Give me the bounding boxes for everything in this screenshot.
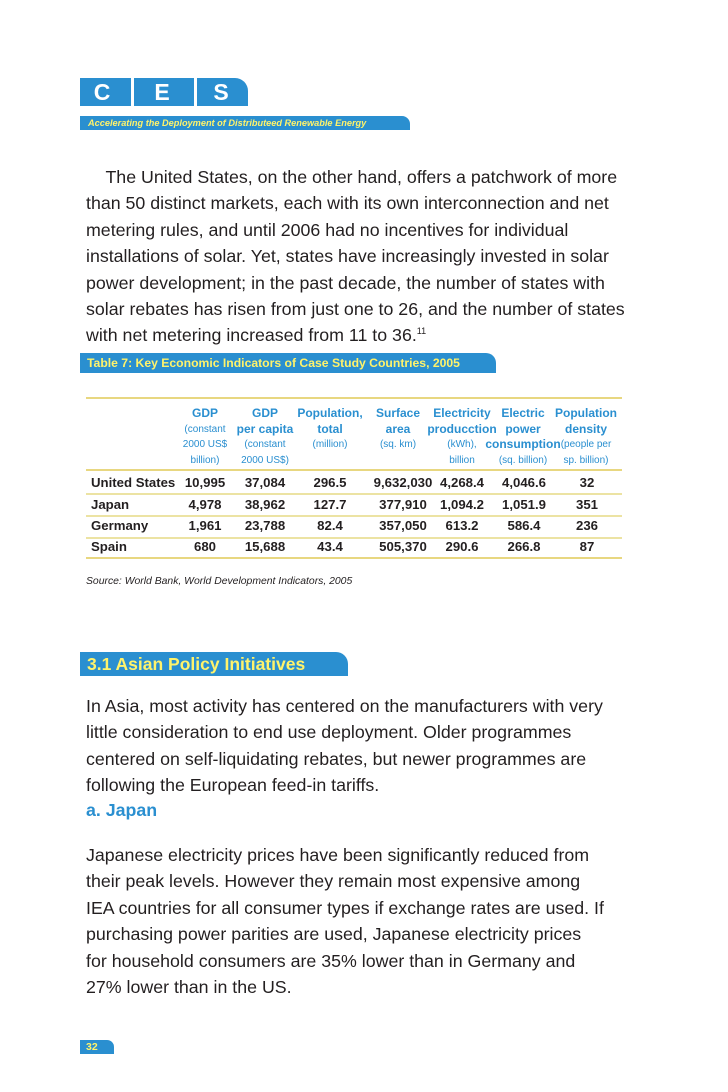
- logo-letter-e: E: [154, 79, 170, 105]
- table-cell: 586.4: [507, 518, 541, 533]
- text-line: purchasing power parities are used, Japanese electricity prices: [86, 924, 582, 945]
- column-header-line: (constant: [184, 423, 226, 435]
- column-header-line: GDP: [251, 406, 279, 420]
- section-heading: 3.1 Asian Policy Initiatives: [87, 654, 306, 674]
- table-row-label-germany: Germany: [91, 518, 149, 533]
- table-cell: 357,050: [379, 518, 427, 533]
- table-row-rule: [86, 537, 622, 539]
- column-header-line: (constant: [244, 439, 286, 450]
- table-cell: 32: [579, 475, 595, 490]
- table-cell: 1,051.9: [502, 497, 546, 512]
- footnote-ref: 11: [416, 326, 427, 337]
- table-cell: 680: [193, 539, 217, 554]
- column-header-line: GDP: [191, 406, 219, 420]
- text-line: solar rebates has risen from just one to 26, and the number of states: [86, 299, 625, 320]
- page-number: 32: [86, 1041, 98, 1053]
- table-cell: 10,995: [184, 475, 226, 490]
- table-cell: 4,268.4: [440, 475, 484, 490]
- column-header-line: density: [564, 421, 607, 436]
- column-header-line: (sq. billion): [498, 454, 548, 466]
- table-row-rule: [86, 515, 622, 517]
- table-row-rule: [86, 493, 622, 495]
- table-cell: 82.4: [317, 518, 343, 533]
- table-cell: 1,961: [188, 518, 222, 533]
- logo-letter-s: S: [213, 79, 229, 105]
- text-line: power development; in the past decade, the number of states with: [86, 272, 605, 293]
- text-line: for household consumers are 35% lower than in Germany and: [86, 950, 576, 971]
- table-cell: 505,370: [379, 539, 427, 554]
- table-cell: 351: [575, 497, 599, 512]
- table-cell: 1,094.2: [440, 497, 484, 512]
- column-header-population-density: [555, 406, 617, 468]
- column-header-line: Electricity: [433, 406, 491, 420]
- text-line: In Asia, most activity has centered on the manufacturers with very: [86, 696, 603, 716]
- intro-paragraph: [86, 164, 626, 349]
- table-cell: 9,632,030: [373, 475, 433, 490]
- table-cell: 4,046.6: [502, 475, 546, 490]
- text-line: their peak levels. However they remain most expensive among: [86, 871, 581, 892]
- text-line: installations of solar. Yet, states have increasingly invested in solar: [86, 246, 609, 267]
- table-header-rule: [86, 469, 622, 471]
- column-header-surface-area: [376, 406, 420, 453]
- table-cell: 613.2: [445, 518, 479, 533]
- column-header-line: total: [317, 421, 343, 436]
- table-row-label-spain: Spain: [91, 539, 127, 554]
- text-line: Japanese electricity prices have been significantly reduced from: [86, 845, 590, 865]
- logo-divider: [194, 78, 197, 106]
- table-top-rule: [86, 397, 622, 399]
- table-cell: 15,688: [244, 539, 286, 554]
- table-cell: 377,910: [379, 497, 427, 512]
- table-cell: 87: [579, 539, 595, 554]
- column-header-line: power: [505, 421, 541, 436]
- text-line: IEA countries for all consumer types if exchange rates are used. If: [86, 897, 604, 918]
- column-header-line: billion): [190, 454, 220, 466]
- table-row-label-japan: Japan: [91, 497, 130, 512]
- table-cell: 43.4: [317, 539, 343, 554]
- column-header-line: producction: [427, 421, 497, 436]
- column-header-gdp-per-capita: [237, 406, 294, 468]
- column-header-line: Surface: [375, 406, 421, 420]
- column-header-line: (million): [312, 439, 348, 450]
- text-line: little consideration to end use deployment. Older programmes: [86, 722, 572, 743]
- column-header-line: 2000 US$): [241, 454, 289, 466]
- table-cell: 37,084: [244, 475, 286, 490]
- header-tagline: Accelerating the Deployment of Distributeed Renewable Energy: [88, 118, 367, 128]
- text-line: [86, 322, 626, 348]
- logo-divider: [131, 78, 134, 106]
- logo-letter-c: C: [93, 79, 111, 105]
- section-paragraph: [86, 693, 626, 799]
- column-header-power-consumption: [485, 406, 560, 468]
- table-row-label-united-states: United States: [91, 475, 176, 490]
- table-cell: 236: [575, 518, 599, 533]
- column-header-line: (people per: [560, 439, 612, 450]
- table-cell: 38,962: [244, 497, 286, 512]
- text-line: The United States, on the other hand, offers a patchwork of more: [86, 167, 618, 187]
- text-line-content: with net metering increased from 11 to 36.: [86, 325, 417, 346]
- text-line: centered on self-liquidating rebates, but newer programmes are: [86, 748, 587, 769]
- text-line: than 50 distinct markets, each with its own interconnection and net: [86, 193, 609, 214]
- table-cell: 127.7: [313, 497, 347, 512]
- column-header-line: (sq. km): [379, 439, 417, 450]
- subsection-paragraph: [86, 842, 626, 1000]
- column-header-line: (kWh),: [447, 439, 477, 450]
- column-header-population: [297, 406, 362, 453]
- text-line: 27% lower than in the US.: [86, 977, 292, 998]
- table-cell: 23,788: [244, 518, 286, 533]
- text-line: metering rules, and until 2006 had no incentives for individual: [86, 219, 569, 240]
- text-line: following the European feed-in tariffs.: [86, 775, 380, 796]
- column-header-line: consumption: [485, 437, 561, 451]
- column-header-line: Population,: [297, 406, 363, 420]
- table-caption: Table 7: Key Economic Indicators of Case Study Countries, 2005: [87, 356, 460, 370]
- table-cell: 4,978: [188, 497, 222, 512]
- subsection-heading: a. Japan: [86, 800, 158, 820]
- ces-logo-bar: [80, 78, 248, 106]
- table-bottom-rule: [86, 557, 622, 559]
- table-cell: 296.5: [313, 475, 347, 490]
- column-header-line: 2000 US$: [182, 439, 228, 450]
- column-header-line: area: [385, 421, 411, 436]
- column-header-line: billion: [449, 454, 475, 466]
- table-cell: 266.8: [507, 539, 541, 554]
- column-header-line: per capita: [236, 421, 294, 436]
- column-header-gdp: [183, 406, 227, 468]
- column-header-line: Population: [555, 406, 617, 420]
- column-header-line: sp. billion): [563, 454, 609, 466]
- column-header-line: Electric: [501, 406, 545, 420]
- table-cell: 290.6: [445, 539, 479, 554]
- table-source: Source: World Bank, World Development Indicators, 2005: [86, 576, 353, 587]
